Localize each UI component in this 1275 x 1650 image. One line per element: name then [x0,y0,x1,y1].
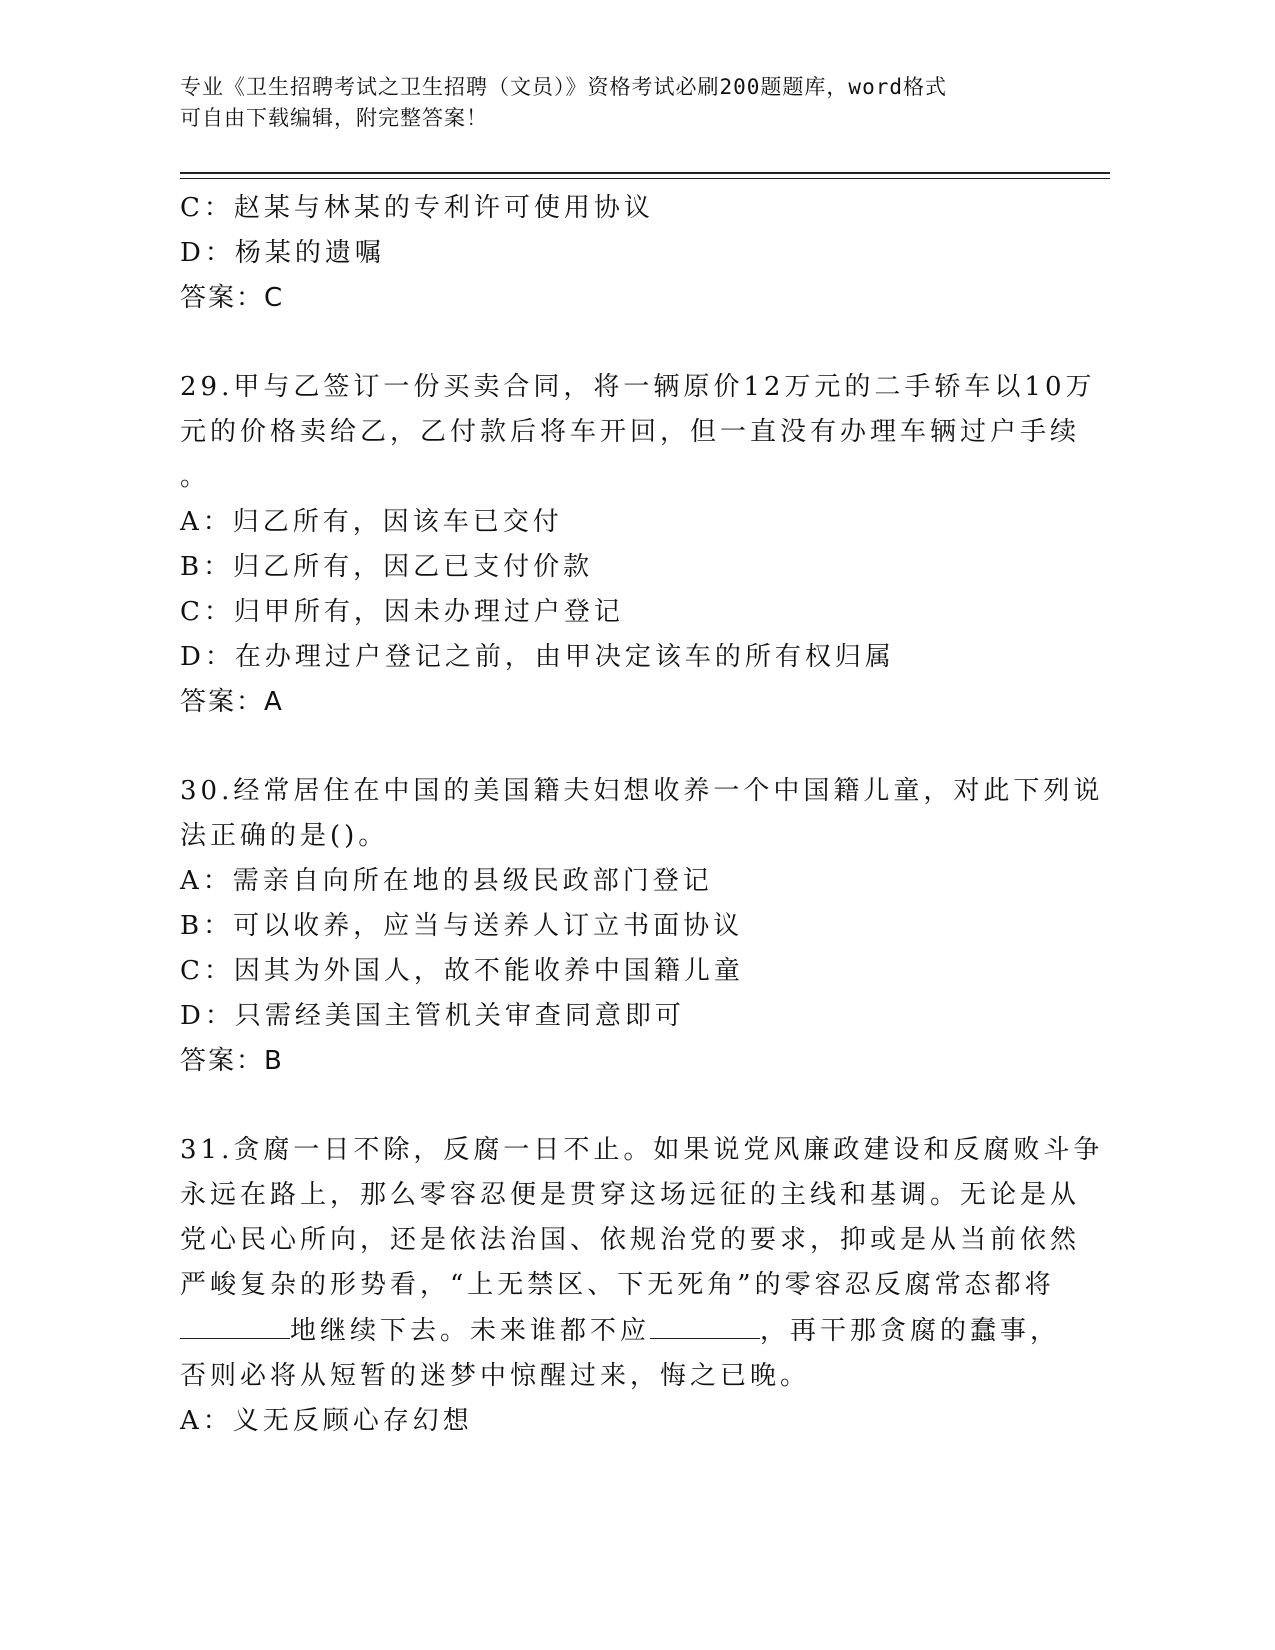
q31-stem-line-4: 严峻复杂的形势看，“上无禁区、下无死角”的零容忍反腐常态都将 [180,1270,1055,1300]
q30-stem-line-2: 法正确的是()。 [180,821,389,851]
q31-stem-line-5 [180,1308,1060,1354]
page-header [180,72,1110,134]
fill-blank-2 [650,1308,760,1339]
q30-option-a: A：需亲自向所在地的县级民政部门登记 [180,866,713,896]
q31-stem-line-3: 党心民心所向，还是依法治国、依规治党的要求，抑或是从当前依然 [180,1225,1081,1255]
q31-stem-line-2: 永远在路上，那么零容忍便是贯穿这场远征的主线和基调。无论是从 [180,1180,1081,1210]
q30-option-d: D：只需经美国主管机关审查同意即可 [180,1001,685,1031]
q29-option-b: B：归乙所有，因乙已支付价款 [180,552,594,582]
q29-stem-line-1: 29.甲与乙签订一份买卖合同，将一辆原价12万元的二手轿车以10万 [180,372,1096,402]
q31-option-a: A：义无反顾心存幻想 [180,1406,473,1436]
q31-stem-line-1: 31.贪腐一日不除，反腐一日不止。如果说党风廉政建设和反腐败斗争 [180,1135,1104,1165]
prev-answer: 答案：C [180,283,285,313]
q29-answer: 答案：A [180,687,284,717]
prev-option-c: C：赵某与林某的专利许可使用协议 [180,193,654,223]
header-line-2: 可自由下载编辑，附完整答案！ [180,106,488,130]
q30-stem-line-1: 30.经常居住在中国的美国籍夫妇想收养一个中国籍儿童，对此下列说 [180,776,1104,806]
header-rule-thin [180,178,1110,179]
header-rule-thick [180,172,1110,174]
q31-stem-line-6: 否则必将从短暂的迷梦中惊醒过来，悔之已晚。 [180,1361,811,1391]
q30-option-b: B：可以收养，应当与送养人订立书面协议 [180,911,744,941]
document-body [180,186,1104,1444]
q29-stem-line-2: 元的价格卖给乙，乙付款后将车开回，但一直没有办理车辆过户手续 [180,417,1081,447]
q29-stem-line-3: 。 [180,462,211,492]
q29-option-c: C：归甲所有，因未办理过户登记 [180,597,624,627]
q31-stem-line-5-end: ，再干那贪腐的蠢事， [760,1316,1061,1346]
q30-option-c: C：因其为外国人，故不能收养中国籍儿童 [180,956,744,986]
q31-stem-line-5-mid: 地继续下去。未来谁都不应 [290,1316,651,1346]
header-line-1: 专业《卫生招聘考试之卫生招聘（文员）》资格考试必刷200题题库，word格式 [180,75,947,99]
q29-option-a: A：归乙所有，因该车已交付 [180,507,563,537]
q30-answer: 答案：B [180,1046,284,1076]
fill-blank-1 [180,1308,290,1339]
q29-option-d: D：在办理过户登记之前，由甲决定该车的所有权归属 [180,642,895,672]
prev-option-d: D：杨某的遗嘱 [180,238,385,268]
